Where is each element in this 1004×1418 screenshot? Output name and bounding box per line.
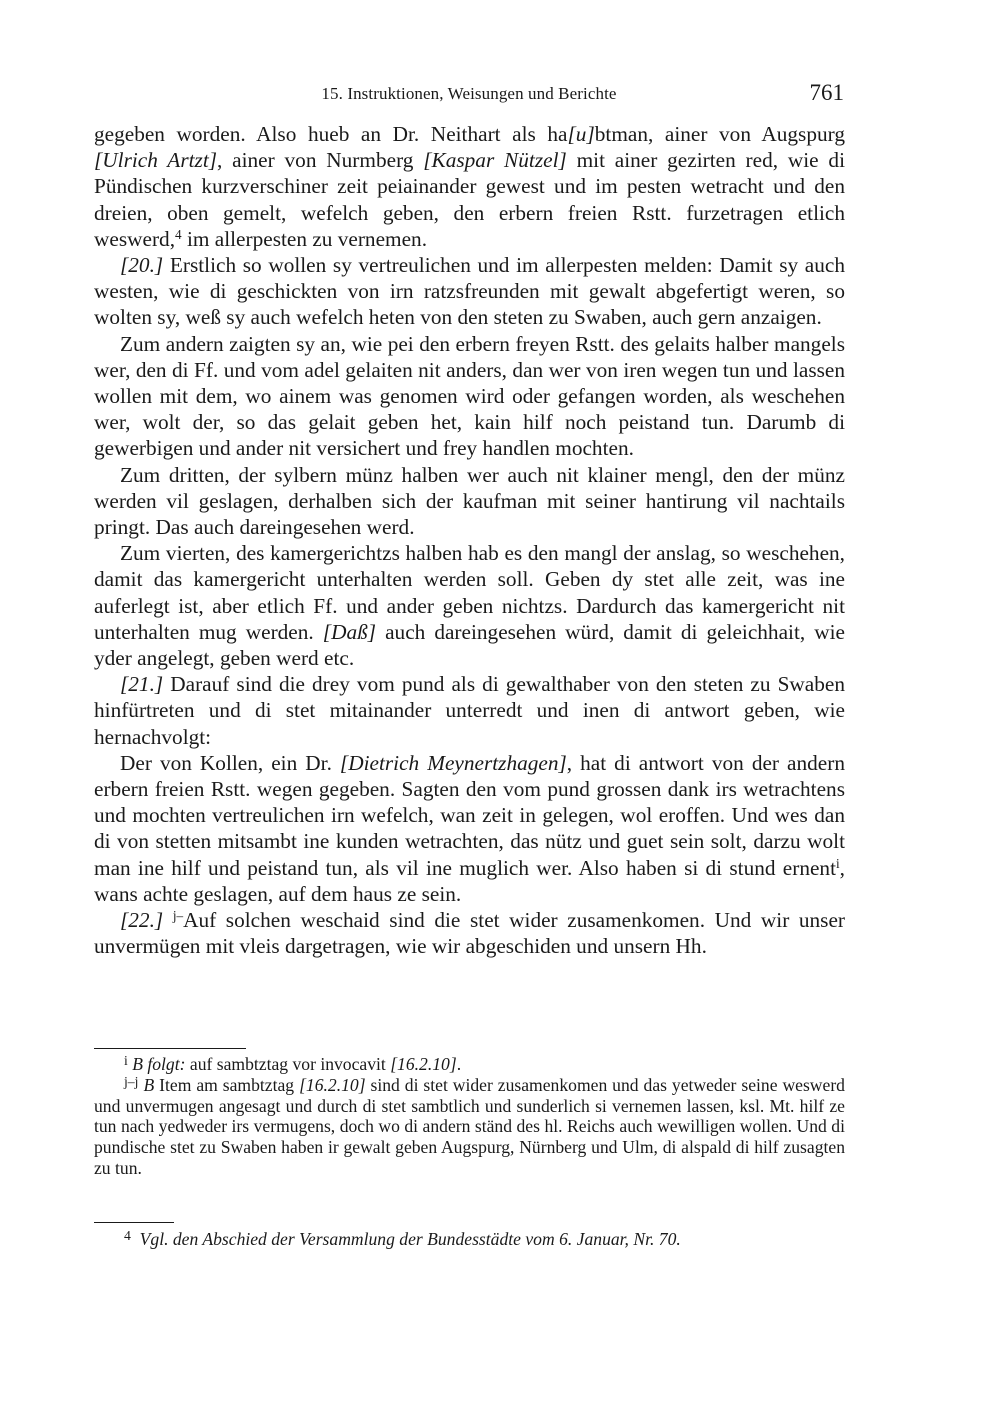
paragraph-20 (94, 252, 845, 331)
commentary-notes (94, 1228, 845, 1250)
text-run: Zum vierten, des kamergerichtzs halben hab es den mangl der anslag, so weschehen, damit das kamergericht unterhalten werden soll. Geben dy stet alle zeit, was ine auferlegt ist, aber etlich Ff. und ander geben nichtzs. Dardurch das kamergericht nit unterhalten mug werden. (94, 541, 845, 644)
text-run: Der von Kollen, ein Dr. (120, 750, 340, 775)
footnote-reference: j– (172, 907, 184, 923)
paragraph: Zum andern zaigten sy an, wie pei den erbern freyen Rstt. des gelaits halber mangels wer, den di Ff. und vom adel gelaiten nit anders, dan wer von iren wegen tun und lassen wollen mit dem, wo ainem was genomen wird oder gefangen worden, als weschehen wer, wolt der, so das gelait geben het, kain hilf noch peistand tun. Darumb di gewerbigen und ander nit versichert und frey handlen mochten. (94, 331, 845, 461)
editorial-insertion: [Dietrich Meynertzhagen] (339, 750, 567, 775)
section-number: [20.] (120, 253, 164, 278)
paragraph-continuation (94, 121, 845, 252)
text-run: auch dareingesehen würd, damit di geleichhait, wie yder angelegt, geben werd etc. (94, 619, 845, 671)
section-number: [22.] (120, 908, 164, 933)
endnote-divider (94, 1222, 174, 1223)
text-run: gegeben worden. Also hueb an Dr. Neithart als ha (94, 122, 568, 146)
footnote-reference: 4 (175, 226, 182, 242)
text-run: Darauf sind die drey vom pund als di gewalthaber von den steten zu Swaben hinfürtreten und di stet mitainander unterredt und inen di antwort geben, wie hernachvolgt: (94, 672, 845, 749)
footnote-mark: i (124, 1053, 128, 1069)
footnote-reference: i (836, 855, 840, 871)
footnote-siglum: B folgt: (132, 1054, 186, 1074)
footnote-date: [16.2.10] (390, 1054, 457, 1074)
footnote-date: [16.2.10] (299, 1074, 366, 1095)
footnote-siglum: B (143, 1074, 155, 1095)
running-header (94, 80, 844, 110)
text-run: , ainer von Nurmberg (217, 148, 424, 173)
footnote-divider (94, 1048, 246, 1049)
editorial-insertion: [u] (567, 122, 595, 146)
paragraph-21 (94, 671, 845, 750)
paragraph-22 (94, 907, 845, 959)
footnote-text: Item am sambtztag (154, 1074, 300, 1095)
text-run: Auf solchen weschaid sind die stet wider zusamenkomen. Und wir unser unvermügen mit vleis dargetragen, wie wir abgeschiden und unsern Hh. (94, 908, 846, 959)
footnote-4 (94, 1228, 845, 1250)
footnote-text: auf sambtztag vor invocavit (185, 1054, 391, 1074)
text-run: btman, ainer von Augspurg (594, 122, 845, 146)
text-run: Erstlich so wollen sy vertreulichen und im allerpesten melden: Damit sy auch westen, wie di geschickten von irn ratzsfreunden mit gewalt abgefertigt weren, so wolten sy, weß sy auch wefelch heten von den steten zu Swaben, auch gern anzaigen. (94, 253, 845, 330)
footnote-mark: j–j (124, 1074, 139, 1089)
paragraph (94, 540, 845, 671)
section-number: [21.] (120, 672, 164, 697)
main-text (94, 121, 845, 960)
running-title: 15. Instruktionen, Weisungen und Berichte (321, 84, 617, 103)
footnote-text: Vgl. den Abschied der Versammlung der Bundesstädte vom 6. Januar, Nr. 70. (139, 1229, 681, 1249)
footnote-j (94, 1075, 845, 1179)
text-run: , wans achte geslagen, auf dem haus ze sein. (94, 855, 845, 906)
footnote-mark: 4 (124, 1228, 131, 1244)
page-number: 761 (809, 80, 844, 105)
footnote-text: sind di stet wider zusamenkomen und das yetweder seine weswerd und unvermugen angesagt und durch di stet sambtlich und sunderlich si vernemen lassen, ksl. Mt. hilf ze tun nach yedweder irs vermugens, doch wo di andern ständ des hl. Reichs auch wewilligen wollen. Und di pundische stet zu Swaben haben ir gewalt geben Augspurg, Nürnberg und Ulm, di alspald di hilf zusagten zu tun. (94, 1074, 845, 1178)
paragraph: Zum dritten, der sylbern münz halben wer auch nit klainer mengl, den der münz werden vil geslagen, derhalben sich der kaufman mit seiner hantirung vil nachtails pringt. Das auch dareingesehen werd. (94, 462, 845, 540)
editorial-insertion: [Ulrich Artzt] (94, 148, 218, 173)
text-run: , hat di antwort von der andern erbern freien Rstt. wegen gegeben. Sagten den vom pund grossen dank irs wetrachtens und mochten vertreulichen irn wefelch, wan zeit in gelegen, wol eroffen. Und wes dan di von stetten mitsambt ine kunden wetrachten, das nütz und guet sein solt, darzu wolt man ine hilf und peistand tun, als vil ine muglich wer. Also haben si di stund ernent (94, 750, 845, 880)
paragraph (94, 750, 845, 907)
text-run: mit ainer gezirten red, wie di Pündischen kurzverschiner zeit peiainander gewest und im pesten wetracht und den dreien, oben gemelt, wefelch geben, den erbern freien Rstt. furzetragen etlich weswerd, (94, 148, 845, 251)
editorial-insertion: [Daß] (322, 619, 377, 644)
footnote-text: . (456, 1054, 462, 1074)
text-run: im allerpesten zu vernemen. (181, 226, 428, 251)
textual-apparatus (94, 1054, 845, 1179)
footnote-i (94, 1054, 845, 1075)
editorial-insertion: [Kaspar Nützel] (423, 148, 567, 173)
